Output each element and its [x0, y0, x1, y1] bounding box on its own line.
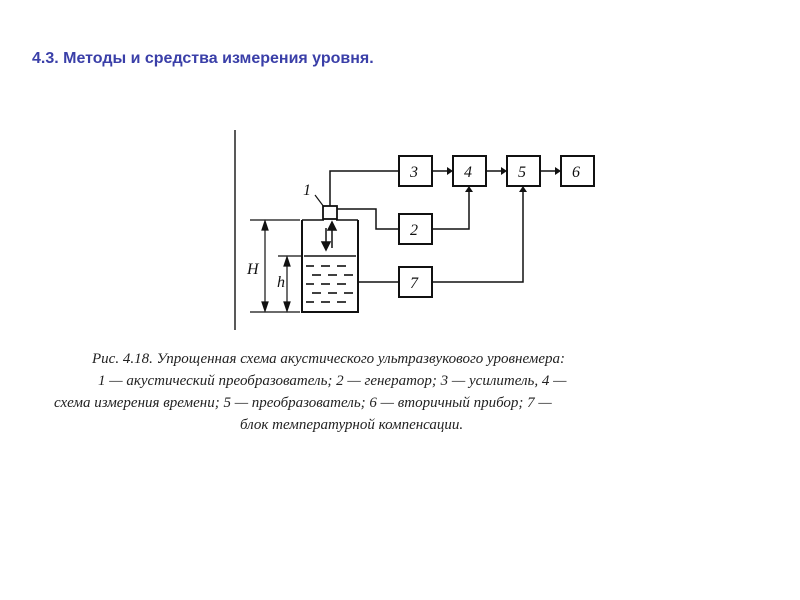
level-gauge-diagram — [220, 120, 610, 335]
liquid — [304, 256, 356, 302]
block-3 — [399, 156, 432, 186]
caption-line-3: схема измерения времени; 5 — преобразователь; 6 — вторичный прибор; 7 — — [54, 395, 552, 411]
block-7-label: 7 — [410, 275, 418, 292]
transducer — [323, 206, 337, 219]
block-5-label: 5 — [518, 164, 526, 181]
block-5 — [507, 156, 540, 186]
level-h-label: h — [277, 274, 285, 291]
block-6-label: 6 — [572, 164, 580, 181]
block-1-label: 1 — [303, 182, 311, 199]
block-3-label: 3 — [410, 164, 418, 181]
transducer-leader — [315, 195, 324, 207]
ultrasonic-pulse-arrows — [322, 222, 336, 250]
block-4 — [453, 156, 486, 186]
block-2 — [399, 214, 432, 244]
height-H-label: H — [247, 261, 259, 278]
caption-line-1: Рис. 4.18. Упрощенная схема акустического ультразвукового уровнемера: — [92, 351, 565, 367]
caption-line-2: 1 — акустический преобразователь; 2 — генератор; 3 — усилитель, 4 — — [98, 373, 567, 389]
block-2-label: 2 — [410, 222, 418, 239]
block-7 — [399, 267, 432, 297]
caption-line-4: блок температурной компенсации. — [240, 417, 464, 433]
block-6 — [561, 156, 594, 186]
block-4-label: 4 — [464, 164, 472, 181]
slide-title: 4.3. Методы и средства измерения уровня. — [32, 50, 374, 67]
